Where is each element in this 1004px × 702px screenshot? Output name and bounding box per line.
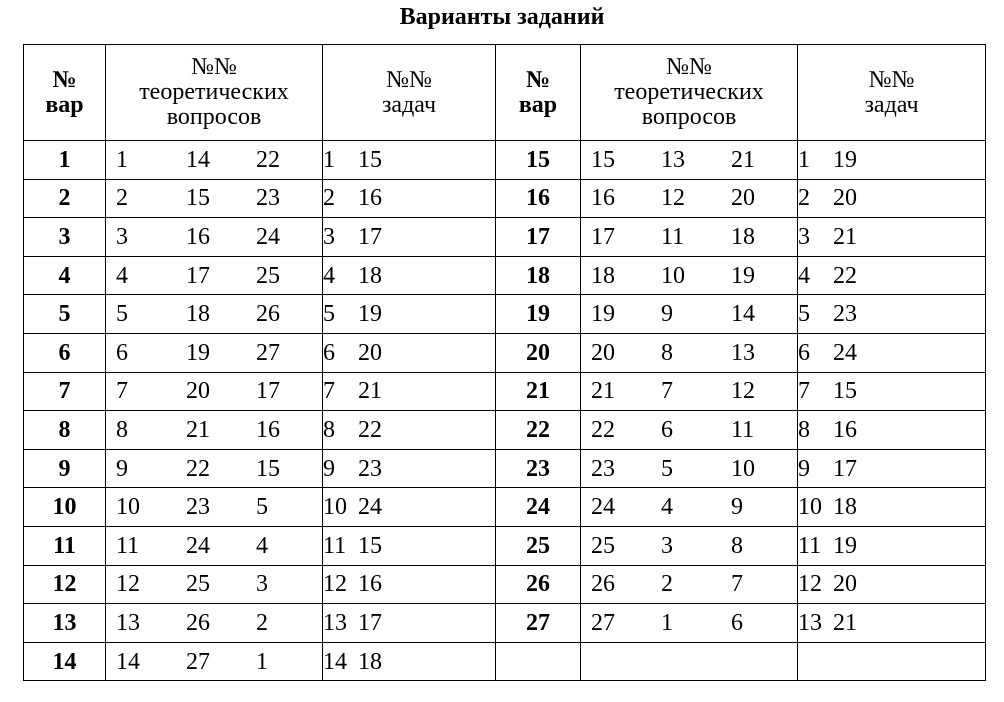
theory-question-number: 20 [591,339,615,366]
theory-question-number: 14 [186,146,210,173]
theory-questions-cell [106,565,323,604]
theory-questions-cell [581,141,798,180]
table-row [24,449,496,488]
theory-question-number: 24 [256,223,280,250]
theory-question-number: 18 [186,301,210,328]
variant-number-cell: 25 [496,526,581,565]
tasks-cell [798,372,986,411]
table-row [24,218,496,257]
task-number: 4 [323,262,335,289]
theory-question-number: 7 [661,378,673,405]
variant-number-cell: 27 [496,604,581,643]
variant-number-cell: 9 [24,449,106,488]
theory-question-number: 20 [186,378,210,405]
variant-number-cell: 26 [496,565,581,604]
theory-question-number: 8 [116,416,128,443]
theory-question-number: 13 [116,609,140,636]
task-number: 21 [833,609,857,636]
task-number: 1 [323,146,335,173]
theory-question-number: 26 [186,609,210,636]
theory-question-number: 21 [186,416,210,443]
theory-question-number: 1 [256,648,268,675]
header-theory-line1: №№ [666,54,712,80]
task-number: 3 [323,223,335,250]
table-row [24,333,496,372]
theory-question-number: 11 [731,416,755,443]
task-number: 19 [833,146,857,173]
task-number: 16 [833,416,857,443]
table-row [24,642,496,681]
task-number: 2 [323,185,335,212]
theory-questions-cell [581,449,798,488]
task-number: 7 [798,378,810,405]
table-row [24,179,496,218]
theory-question-number: 21 [591,378,615,405]
variants-table-right [495,44,986,681]
task-number: 8 [323,416,335,443]
theory-question-number: 2 [116,185,128,212]
task-number: 17 [358,609,382,636]
task-number: 12 [798,571,822,598]
header-theory-line2: теоретических [614,79,764,105]
theory-question-number: 19 [186,339,210,366]
theory-question-number: 16 [591,185,615,212]
tasks-cell [798,604,986,643]
theory-question-number: 3 [256,571,268,598]
theory-question-number: 19 [731,262,755,289]
variant-number-cell: 20 [496,333,581,372]
task-number: 15 [358,146,382,173]
task-number: 1 [798,146,810,173]
task-number: 3 [798,223,810,250]
table-row [496,218,986,257]
table-row [24,141,496,180]
theory-question-number: 27 [186,648,210,675]
tasks-cell [323,449,496,488]
task-number: 24 [358,494,382,521]
theory-questions-cell [106,141,323,180]
theory-questions-cell [581,179,798,218]
variant-number-cell: 22 [496,411,581,450]
theory-question-number: 17 [256,378,280,405]
header-variant [24,45,106,141]
task-number: 11 [798,532,822,559]
theory-question-number: 4 [116,262,128,289]
task-number: 19 [833,532,857,559]
header-row [24,45,496,141]
variant-number-cell: 23 [496,449,581,488]
task-number: 24 [833,339,857,366]
theory-questions-cell [581,488,798,527]
theory-question-number: 16 [186,223,210,250]
tasks-cell [798,218,986,257]
tasks-cell [323,604,496,643]
theory-question-number: 22 [591,416,615,443]
task-number: 16 [358,185,382,212]
theory-question-number: 21 [731,146,755,173]
tasks-cell [798,449,986,488]
header-row [496,45,986,141]
theory-question-number: 23 [591,455,615,482]
header-variant-line1: № [525,66,551,93]
tasks-cell [323,295,496,334]
table-row [496,565,986,604]
theory-question-number: 15 [591,146,615,173]
table-row [496,604,986,643]
theory-question-number: 20 [731,185,755,212]
theory-question-number: 22 [256,146,280,173]
theory-question-number: 10 [731,455,755,482]
task-number: 23 [833,301,857,328]
task-number: 22 [358,416,382,443]
theory-questions-cell [106,526,323,565]
tasks-cell [798,642,986,681]
tasks-cell [798,295,986,334]
table-row [496,488,986,527]
theory-question-number: 5 [116,301,128,328]
task-number: 17 [833,455,857,482]
task-number: 6 [798,339,810,366]
theory-questions-cell [106,372,323,411]
theory-question-number: 3 [661,532,673,559]
theory-questions-cell [581,411,798,450]
theory-questions-cell [581,526,798,565]
task-number: 2 [798,185,810,212]
task-number: 18 [833,494,857,521]
theory-question-number: 9 [661,301,673,328]
task-number: 17 [358,223,382,250]
theory-question-number: 24 [591,494,615,521]
variants-table-left [23,44,496,681]
task-number: 20 [358,339,382,366]
table-row [496,141,986,180]
table-row [24,295,496,334]
theory-question-number: 13 [731,339,755,366]
theory-question-number: 9 [116,455,128,482]
tasks-cell [323,642,496,681]
theory-question-number: 6 [661,416,673,443]
task-number: 21 [358,378,382,405]
table-row [496,642,986,681]
theory-question-number: 12 [661,185,685,212]
variant-number-cell: 19 [496,295,581,334]
table-row [24,256,496,295]
theory-question-number: 1 [661,609,673,636]
variant-number-cell: 16 [496,179,581,218]
variant-number-cell: 1 [24,141,106,180]
theory-question-number: 17 [591,223,615,250]
theory-question-number: 15 [186,185,210,212]
page-title: Варианты заданий [399,4,605,30]
theory-question-number: 18 [731,223,755,250]
task-number: 5 [323,301,335,328]
task-number: 15 [358,532,382,559]
theory-question-number: 5 [256,494,268,521]
variant-number-cell: 15 [496,141,581,180]
header-tasks-line2: задач [381,91,437,118]
variant-number-cell: 10 [24,488,106,527]
theory-question-number: 14 [731,301,755,328]
theory-question-number: 1 [116,146,128,173]
header-variant-line1: № [52,66,77,93]
task-number: 10 [323,494,347,521]
variant-number-cell: 24 [496,488,581,527]
tasks-cell [798,526,986,565]
theory-question-number: 14 [116,648,140,675]
table-row [496,179,986,218]
task-number: 13 [323,609,347,636]
task-number: 18 [358,262,382,289]
tasks-cell [323,218,496,257]
header-tasks-line1: №№ [386,66,432,93]
task-number: 23 [358,455,382,482]
theory-questions-cell [581,372,798,411]
theory-question-number: 7 [731,571,743,598]
header-tasks-line2: задач [864,91,919,118]
header-tasks [798,45,986,141]
theory-question-number: 27 [591,609,615,636]
variant-number-cell: 5 [24,295,106,334]
theory-question-number: 8 [731,532,743,559]
theory-question-number: 4 [661,494,673,521]
table-row [496,295,986,334]
theory-question-number: 11 [116,532,140,559]
table-row [496,526,986,565]
theory-question-number: 27 [256,339,280,366]
header-theory-line2: теоретических [139,79,289,105]
task-number: 21 [833,223,857,250]
tasks-cell [323,526,496,565]
header-variant-line2: вар [518,91,558,118]
task-number: 6 [323,339,335,366]
theory-question-number: 17 [186,262,210,289]
table-row [24,411,496,450]
theory-question-number: 18 [591,262,615,289]
theory-question-number: 12 [116,571,140,598]
variant-number-cell: 6 [24,333,106,372]
tasks-cell [798,411,986,450]
variant-number-cell: 21 [496,372,581,411]
tasks-cell [798,141,986,180]
theory-questions-cell [106,449,323,488]
task-number: 7 [323,378,335,405]
tasks-cell [323,488,496,527]
theory-question-number: 25 [256,262,280,289]
table-row [24,526,496,565]
tasks-cell [323,179,496,218]
tasks-cell [798,333,986,372]
table-row [24,604,496,643]
header-theory [106,45,323,141]
theory-question-number: 16 [256,416,280,443]
tasks-cell [798,565,986,604]
task-number: 14 [323,648,347,675]
variant-number-cell: 14 [24,642,106,681]
task-number: 22 [833,262,857,289]
theory-question-number: 7 [116,378,128,405]
task-number: 13 [798,609,822,636]
theory-questions-cell [106,295,323,334]
variant-number-cell: 12 [24,565,106,604]
tasks-cell [798,179,986,218]
tasks-cell [323,256,496,295]
theory-questions-cell [106,488,323,527]
task-number: 4 [798,262,810,289]
theory-question-number: 13 [661,146,685,173]
variant-number-cell: 13 [24,604,106,643]
header-theory-line3: вопросов [641,104,737,130]
theory-questions-cell [581,642,798,681]
theory-question-number: 6 [116,339,128,366]
table-row [24,372,496,411]
table-row [496,333,986,372]
table-row [24,565,496,604]
header-theory [581,45,798,141]
header-tasks [323,45,496,141]
theory-question-number: 23 [256,185,280,212]
task-number: 11 [323,532,347,559]
theory-questions-cell [106,604,323,643]
variant-number-cell: 4 [24,256,106,295]
task-number: 15 [833,378,857,405]
theory-questions-cell [581,218,798,257]
theory-questions-cell [581,604,798,643]
task-number: 20 [833,185,857,212]
theory-questions-cell [581,565,798,604]
task-number: 20 [833,571,857,598]
theory-question-number: 6 [731,609,743,636]
tasks-cell [798,488,986,527]
variant-number-cell: 18 [496,256,581,295]
variant-number-cell: 17 [496,218,581,257]
tasks-cell [323,141,496,180]
theory-question-number: 19 [591,301,615,328]
task-number: 12 [323,571,347,598]
variant-number-cell: 3 [24,218,106,257]
theory-question-number: 5 [661,455,673,482]
task-number: 10 [798,494,822,521]
theory-question-number: 25 [186,571,210,598]
theory-question-number: 26 [591,571,615,598]
theory-question-number: 22 [186,455,210,482]
theory-questions-cell [581,295,798,334]
task-number: 19 [358,301,382,328]
theory-question-number: 11 [661,223,685,250]
theory-question-number: 2 [661,571,673,598]
table-row [496,256,986,295]
theory-question-number: 8 [661,339,673,366]
theory-questions-cell [106,218,323,257]
theory-questions-cell [106,256,323,295]
task-number: 16 [358,571,382,598]
theory-question-number: 26 [256,301,280,328]
variant-number-cell: 2 [24,179,106,218]
variant-number-cell [496,642,581,681]
theory-question-number: 24 [186,532,210,559]
table-row [496,372,986,411]
theory-question-number: 2 [256,609,268,636]
header-theory-line3: вопросов [166,104,262,130]
variant-number-cell: 8 [24,411,106,450]
task-number: 9 [798,455,810,482]
table-row [24,488,496,527]
task-number: 18 [358,648,382,675]
theory-question-number: 9 [731,494,743,521]
theory-question-number: 4 [256,532,268,559]
task-number: 8 [798,416,810,443]
theory-questions-cell [581,256,798,295]
tasks-cell [323,333,496,372]
theory-question-number: 10 [661,262,685,289]
theory-question-number: 12 [731,378,755,405]
theory-questions-cell [106,333,323,372]
theory-question-number: 25 [591,532,615,559]
task-number: 5 [798,301,810,328]
header-tasks-line1: №№ [868,66,915,93]
tasks-cell [323,372,496,411]
variant-number-cell: 11 [24,526,106,565]
theory-question-number: 23 [186,494,210,521]
theory-questions-cell [106,411,323,450]
theory-question-number: 3 [116,223,128,250]
header-variant [496,45,581,141]
theory-questions-cell [106,642,323,681]
header-theory-line1: №№ [191,54,237,80]
table-row [496,411,986,450]
theory-questions-cell [106,179,323,218]
table-row [496,449,986,488]
theory-question-number: 15 [256,455,280,482]
theory-question-number: 10 [116,494,140,521]
theory-questions-cell [581,333,798,372]
tasks-cell [323,565,496,604]
variant-number-cell: 7 [24,372,106,411]
header-variant-line2: вар [45,91,84,118]
task-number: 9 [323,455,335,482]
tasks-cell [323,411,496,450]
tasks-cell [798,256,986,295]
